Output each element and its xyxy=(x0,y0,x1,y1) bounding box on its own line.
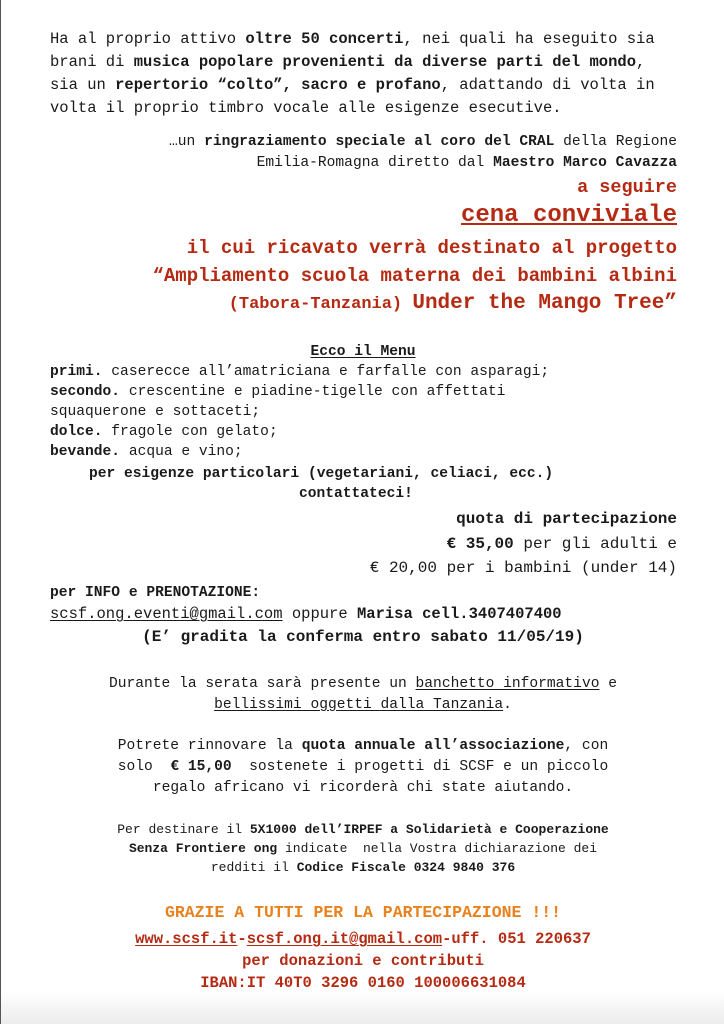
text: Per destinare il xyxy=(117,822,250,837)
footer-donations: per donazioni e contributi xyxy=(242,952,484,970)
contact-us-label: contattateci! xyxy=(299,486,413,502)
text: per gli adulti e xyxy=(513,535,677,553)
stand-line-2 xyxy=(1,697,724,713)
adult-price: € 35,00 xyxy=(446,535,514,553)
course-text: acqua e vino; xyxy=(120,444,243,460)
text: e xyxy=(599,676,617,692)
text: (Tabora-Tanzania) xyxy=(228,295,413,314)
text: solo xyxy=(117,759,171,775)
price-heading: quota di partecipazione xyxy=(456,510,677,528)
intro-line-3 xyxy=(50,76,655,94)
text: Durante la serata sarà presente un xyxy=(109,676,416,692)
footer-contacts xyxy=(1,930,724,948)
project-line-3 xyxy=(229,292,677,315)
price-adults xyxy=(447,535,677,553)
intro-line-4 xyxy=(50,99,562,117)
text: …un xyxy=(169,134,205,150)
booking-contact-line xyxy=(50,605,562,623)
footer-iban: IBAN:IT 40T0 3296 0160 100006631084 xyxy=(200,974,526,992)
course-text: caserecce all’amatriciana e farfalle con asparagi; xyxy=(102,364,550,380)
highlight: Maestro Marco Cavazza xyxy=(493,155,677,171)
text: redditi il xyxy=(210,860,297,875)
stand-line-1 xyxy=(1,676,724,692)
text: , xyxy=(636,53,646,71)
separator: - xyxy=(237,930,247,948)
special-needs-line: per esigenze particolari (vegetariani, celiaci, ecc.) xyxy=(89,466,554,482)
tax-line-3 xyxy=(1,860,724,875)
course-label: bevande. xyxy=(50,444,121,460)
highlight: repertorio “colto”, sacro e profano xyxy=(115,76,441,94)
text: . xyxy=(503,697,512,713)
membership-line-2 xyxy=(1,759,724,775)
text: , con xyxy=(564,738,609,754)
text: indicate nella Vostra dichiarazione dei xyxy=(277,841,598,856)
course-text: crescentine e piadine-tigelle con affettati xyxy=(120,384,506,400)
menu-heading: Ecco il Menu xyxy=(310,344,416,360)
dinner-title: cena conviviale xyxy=(460,202,677,229)
website-link[interactable]: www.scsf.it xyxy=(135,930,238,948)
course-label: dolce. xyxy=(50,424,103,440)
highlight: Senza Frontiere ong xyxy=(128,841,278,856)
tax-code: Codice Fiscale 0324 9840 376 xyxy=(296,860,516,875)
footer-thanks: GRAZIE A TUTTI PER LA PARTECIPAZIONE !!! xyxy=(164,903,562,922)
membership-line-1 xyxy=(1,738,724,754)
price-children: € 20,00 per i bambini (under 14) xyxy=(369,559,677,577)
text: volta il proprio timbro vocale alle esigenze esecutive. xyxy=(50,99,562,117)
text: brani di xyxy=(50,53,134,71)
course-label: secondo. xyxy=(50,384,121,400)
project-name: Under the Mango Tree” xyxy=(412,292,677,315)
text: , nei quali ha eseguito sia xyxy=(403,30,655,48)
text: sostenete i progetti di SCSF e un piccolo xyxy=(231,759,609,775)
menu-item-primi xyxy=(50,364,549,380)
text: della Regione xyxy=(554,134,677,150)
office-phone: -uff. 051 220637 xyxy=(442,930,591,948)
text: Potrete rinnovare la xyxy=(117,738,302,754)
highlight: musica popolare provenienti da diverse parti del mondo xyxy=(133,53,637,71)
objects-text: bellissimi oggetti dalla Tanzania xyxy=(214,697,504,713)
footer-email-link[interactable]: scsf.ong.it@gmail.com xyxy=(246,930,443,948)
course-text: squaquerone e sottaceti; xyxy=(50,404,261,420)
thanks-line-2 xyxy=(257,155,677,171)
text: Ha al proprio attivo xyxy=(50,30,246,48)
booking-confirm-note: (E’ gradita la conferma entro sabato 11/05/19) xyxy=(142,628,584,646)
booking-email-link[interactable]: scsf.ong.eventi@gmail.com xyxy=(50,605,283,623)
thanks-line-1 xyxy=(169,134,677,150)
menu-item-bevande xyxy=(50,444,243,460)
membership-line-3: regalo africano vi ricorderà chi state aiutando. xyxy=(152,780,574,796)
a-seguire-label: a seguire xyxy=(577,177,677,198)
membership-price: € 15,00 xyxy=(170,759,232,775)
text: Emilia-Romagna diretto dal xyxy=(256,155,494,171)
text: , adattando di volta in xyxy=(440,76,655,94)
highlight: oltre 50 concerti xyxy=(245,30,404,48)
intro-line-2 xyxy=(50,53,645,71)
info-stand-text: banchetto informativo xyxy=(415,676,600,692)
intro-line-1 xyxy=(50,30,655,48)
text: oppure xyxy=(282,605,357,623)
tax-line-1 xyxy=(1,822,724,837)
highlight: 5X1000 dell’IRPEF a Solidarietà e Cooperazione xyxy=(249,822,609,837)
course-text: fragole con gelato; xyxy=(102,424,278,440)
course-label: primi. xyxy=(50,364,103,380)
menu-item-secondo xyxy=(50,384,505,400)
highlight: quota annuale all’associazione xyxy=(301,738,565,754)
text: sia un xyxy=(50,76,116,94)
booking-heading: per INFO e PRENOTAZIONE: xyxy=(50,585,261,601)
phone-contact: Marisa cell.3407407400 xyxy=(356,605,562,623)
menu-item-secondo-cont xyxy=(50,404,260,420)
menu-item-dolce xyxy=(50,424,278,440)
project-line-2: “Ampliamento scuola materna dei bambini albini xyxy=(152,265,677,287)
tax-line-2 xyxy=(1,841,724,856)
project-line-1: il cui ricavato verrà destinato al progetto xyxy=(186,237,677,259)
highlight: ringraziamento speciale al coro del CRAL xyxy=(204,134,555,150)
